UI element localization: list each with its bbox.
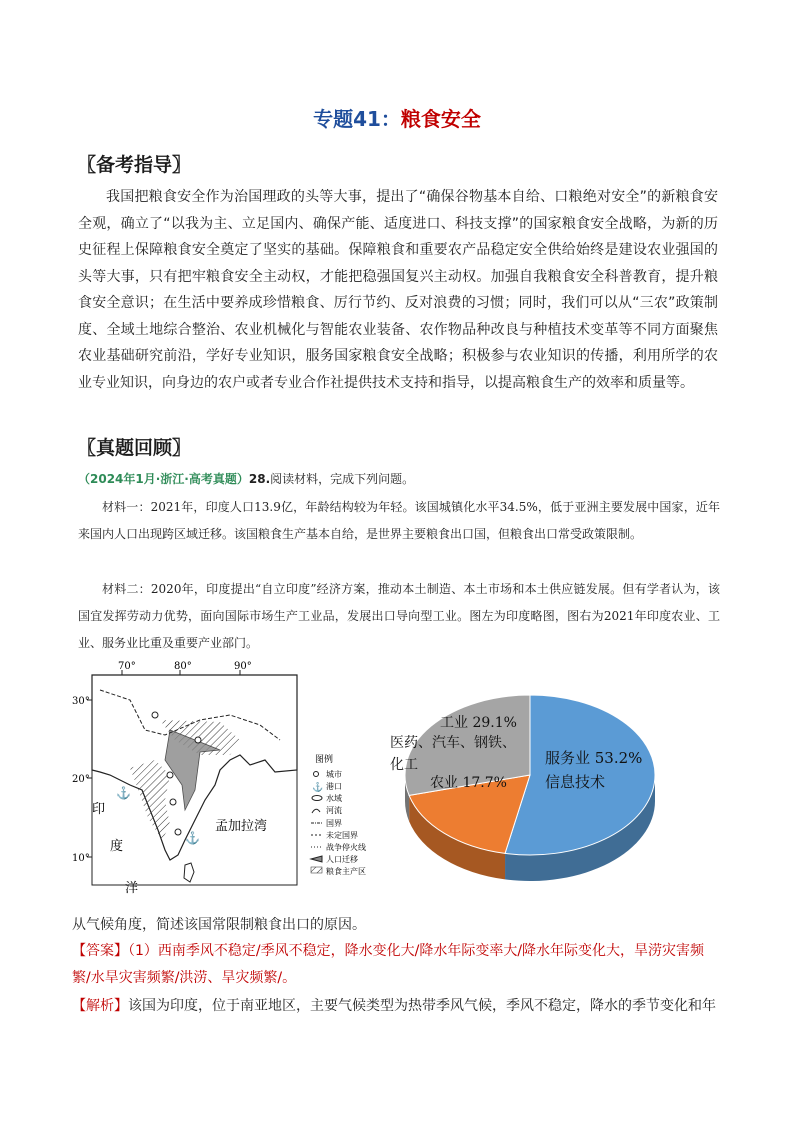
svg-text:80°: 80° xyxy=(174,661,192,672)
answer-label: 【答案】 xyxy=(72,943,128,959)
svg-text:⚓: ⚓ xyxy=(116,786,131,800)
svg-text:图例: 图例 xyxy=(315,755,334,765)
analysis-text: 该国为印度，位于南亚地区，主要气候类型为热带季风气候，季风不稳定，降水的季节变化和年 xyxy=(128,998,716,1014)
svg-text:90°: 90° xyxy=(234,661,252,672)
answer-text: （1）西南季风不稳定/季风不稳定，降水变化大/降水年际变率大/降水年际变化大，旱涝灾害频繁/水旱灾害频繁/洪涝、旱灾频繁/。 xyxy=(72,943,705,986)
material-one: 材料一：2021年，印度人口13.9亿，年龄结构较为年轻。该国城镇化水平34.5%，低于亚洲主要发展中国家，近年来国内人口出现跨区域迁移。该国粮食生产基本自给，是世界主要粮食出口国，但粮食出口常受政策限制。 xyxy=(78,500,720,541)
question-text: 从气候角度，简述该国常限制粮食出口的原因。 xyxy=(72,917,366,933)
section-heading-review: 〖真题回顾〗 xyxy=(77,437,192,459)
section-heading-guide: 〖备考指导〗 xyxy=(77,154,192,176)
svg-text:人口迁移: 人口迁移 xyxy=(326,855,358,864)
guide-paragraph: 我国把粮食安全作为治国理政的头等大事，提出了“确保谷物基本自给、口粮绝对安全”的新粮食安全观，确立了“以我为主、立足国内、确保产能、适度进口、科技支撑”的国家粮食安全战略，为新的历史征程上保障粮食安全奠定了坚实的基础。保障粮食和重要农产品稳定安全供给始终是建设农业强国的头等大事，只有把牢粮食安全主动权，才能把稳强国复兴主动权。加强自我粮食安全科普教育，提升粮食安全意识；在生活中要养成珍惜粮食、厉行节约、反对浪费的习惯；同时，我们可以从“三农”政策制度、全域土地综合整治、农业机械化与智能农业装备、农作物品种改良与种植技术变革等不同方面聚焦农业基础研究前沿，学好专业知识，服务国家粮食安全战略；积极参与农业知识的传播，利用所学的农业专业知识，向身边的农户或者专业合作社提供技术支持和指导，以提高粮食生产的效率和质量等。 xyxy=(78,189,718,391)
svg-text:未定国界: 未定国界 xyxy=(326,831,358,840)
answer-block xyxy=(72,938,722,992)
question-source: （2024年1月·浙江·高考真题） xyxy=(78,472,249,486)
svg-text:港口: 港口 xyxy=(326,782,342,791)
svg-text:印: 印 xyxy=(92,802,106,817)
pie-label-service: 服务业 53.2% xyxy=(545,749,643,767)
svg-text:洋: 洋 xyxy=(125,881,139,896)
india-map xyxy=(70,660,390,910)
svg-text:粮食主产区: 粮食主产区 xyxy=(326,867,366,876)
svg-text:70°: 70° xyxy=(118,661,136,672)
svg-text:⚓: ⚓ xyxy=(185,831,200,845)
svg-text:战争停火线: 战争停火线 xyxy=(326,843,366,852)
question-prompt: 阅读材料，完成下列问题。 xyxy=(270,472,415,486)
sector-pie-chart xyxy=(385,675,675,895)
svg-text:10°: 10° xyxy=(72,853,90,864)
pie-label-industry-sub1: 医药、汽车、钢铁、 xyxy=(390,735,516,751)
title-topic: 粮食安全 xyxy=(400,107,481,131)
pie-label-industry: 工业 29.1% xyxy=(440,715,517,731)
analysis-label: 【解析】 xyxy=(72,998,128,1014)
svg-text:河流: 河流 xyxy=(326,806,342,815)
pie-label-industry-sub2: 化工 xyxy=(390,757,418,773)
material-two: 材料二：2020年，印度提出“自立印度”经济方案，推动本土制造、本土市场和本土供应链发展。但有学者认为，该国宜发挥劳动力优势，面向国际市场生产工业品，发展出口导向型工业。图左为印度略图，图右为2021年印度农业、工业、服务业比重及重要产业部门。 xyxy=(78,582,720,650)
svg-text:城市: 城市 xyxy=(326,770,342,779)
map-legend xyxy=(311,753,366,876)
svg-text:国界: 国界 xyxy=(326,819,342,828)
pie-label-service-sub: 信息技术 xyxy=(545,773,606,791)
svg-text:孟加拉湾: 孟加拉湾 xyxy=(215,819,268,834)
title-prefix: 专题41： xyxy=(313,107,401,131)
page-title xyxy=(0,103,794,132)
question-header xyxy=(78,470,414,487)
svg-text:度: 度 xyxy=(110,839,124,854)
svg-text:30°: 30° xyxy=(72,696,90,707)
analysis-block xyxy=(72,993,722,1020)
svg-text:20°: 20° xyxy=(72,774,90,785)
pie-label-agri: 农业 17.7% xyxy=(430,775,507,791)
svg-text:⚓: ⚓ xyxy=(312,783,324,793)
question-number: 28. xyxy=(248,472,271,486)
svg-text:水域: 水域 xyxy=(326,794,342,803)
